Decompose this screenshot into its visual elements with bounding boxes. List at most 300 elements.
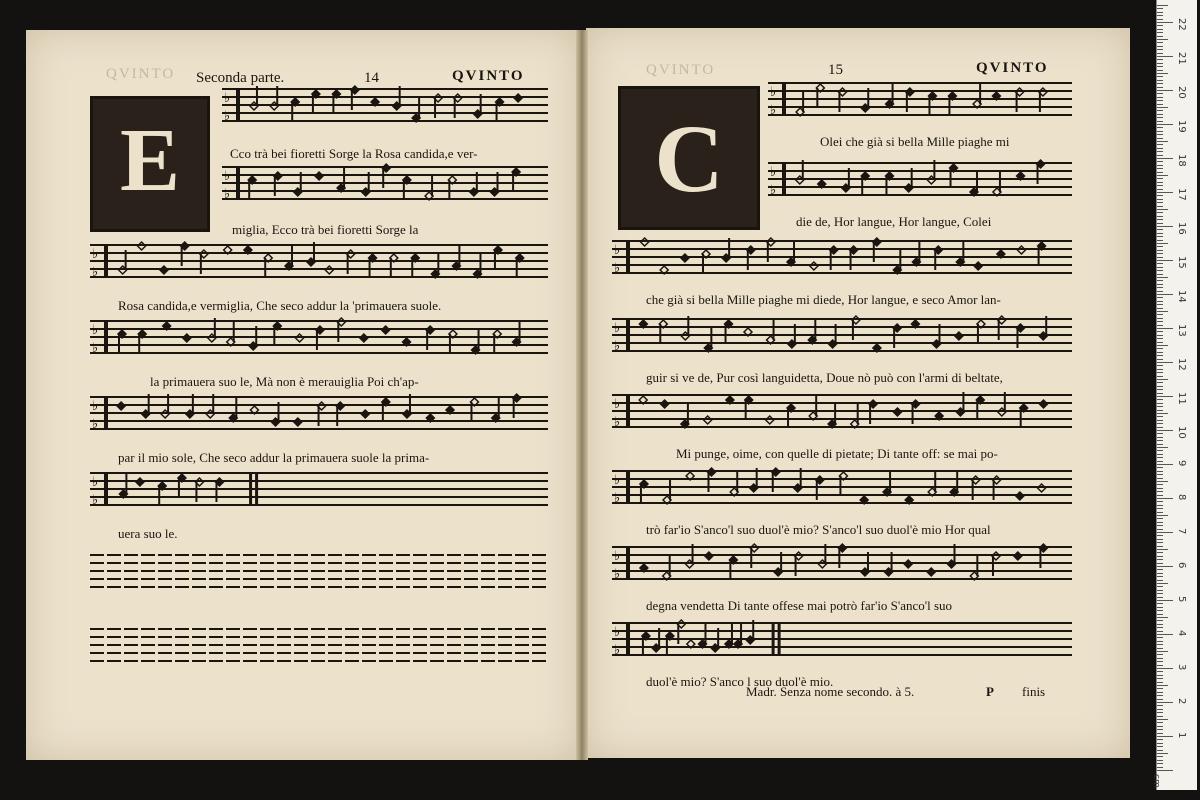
ruler-tick [1157,423,1163,424]
ruler-tick [1157,141,1168,142]
ruler-label: 12 [1176,358,1187,371]
ruler-tick [1157,692,1163,693]
ruler-label: 20 [1176,86,1187,99]
ruler-tick [1157,253,1163,254]
clef-bar [626,622,630,656]
ruler-tick [1157,66,1163,67]
ruler-tick [1157,546,1163,547]
note-head [361,410,369,418]
final-barline [255,472,258,506]
clef-bar [626,546,630,580]
ruler-tick [1157,233,1163,234]
ruler-tick [1157,556,1163,557]
ruler-tick [1157,12,1163,13]
ruler-tick [1157,250,1163,251]
ruler-tick [1157,270,1163,271]
ruler-tick [1157,369,1163,370]
ruler-tick [1157,709,1163,710]
ruler-tick [1157,25,1163,26]
ruler-tick [1157,311,1168,312]
ruler-tick [1157,158,1173,159]
note-head [687,640,695,648]
ruler-tick [1157,19,1163,20]
clef-glyph: ♭ [614,243,621,258]
note-head [904,560,912,568]
ruler-tick [1157,151,1163,152]
mirror-header: QVINTO [646,62,716,78]
clef-glyph: ♭ [770,85,777,100]
note-head [905,496,913,504]
clef-bar [626,394,630,428]
ruler-tick [1157,593,1163,594]
ruler-tick [1157,117,1163,118]
ruler-tick [1157,348,1163,349]
music-staff [90,318,548,356]
ruler-tick [1157,461,1163,462]
ruler-tick [1157,586,1163,587]
ruler-tick [1157,410,1163,411]
ruler-tick [1157,416,1163,417]
ruler-tick [1157,110,1163,111]
decorated-initial [618,86,760,230]
note-head [403,338,411,346]
ruler-tick [1157,719,1168,720]
ruler-tick [1157,359,1163,360]
ruler-tick [1157,318,1163,319]
ruler-tick [1157,56,1173,57]
ruler-tick [1157,8,1163,9]
lyric-line: trò far'io S'anco'l suo duol'è mio? S'anco'l suo duol'è mio Hor qual [646,522,991,537]
ruler-tick [1157,569,1163,570]
ruler-tick [1157,376,1163,377]
initial-letter: C [654,105,724,212]
lyric-line: Mi punge, oime, con quelle di pietate; Di tante off: se mai po- [676,446,998,461]
lyric-line: che già si bella Mille piaghe mi diede, Hor langue, e seco Amor lan- [646,292,1001,307]
note-head [726,396,734,404]
ruler-label: 15 [1176,256,1187,269]
ruler-tick [1157,522,1163,523]
note-head [244,246,252,254]
ruler-tick [1157,478,1163,479]
ruler-tick [1157,726,1163,727]
note-head [661,400,669,408]
ruler-tick [1157,685,1168,686]
ruler-tick [1157,542,1163,543]
ruler-label: 3 [1176,664,1187,671]
clef-glyph: ♭ [92,475,99,490]
ruler-tick [1157,760,1163,761]
ruler-tick [1157,614,1163,615]
note-head [992,92,1000,100]
lyric-line: uera suo le. [118,526,178,541]
ruler-tick [1157,457,1163,458]
ruler-tick [1157,93,1163,94]
ruler-tick [1157,345,1168,346]
ruler-tick [1157,172,1163,173]
ruler-tick [1157,257,1163,258]
ruler-tick [1157,695,1163,696]
ruler-label: 13 [1176,324,1187,337]
ruler-tick [1157,634,1173,635]
note-head [160,266,168,274]
ruler-tick [1157,362,1173,363]
ruler-tick [1157,104,1163,105]
ruler-tick [1157,243,1168,244]
ruler-tick [1157,580,1163,581]
music-staff [90,394,548,432]
note-head [705,552,713,560]
ruler-tick [1157,583,1168,584]
ruler-tick [1157,301,1163,302]
note-head [136,478,144,486]
note-head [997,250,1005,258]
ruler-tick [1157,607,1163,608]
ruler-tick [1157,393,1163,394]
note-head [704,416,712,424]
ruler-tick [1157,165,1163,166]
final-barline [249,472,252,506]
note-head [860,496,868,504]
ruler-tick [1157,705,1163,706]
ruler-tick [1157,484,1163,485]
clef-glyph: ♭ [614,473,621,488]
ruler-tick [1157,454,1163,455]
ruler-tick [1157,427,1163,428]
ruler-tick [1157,148,1163,149]
ruler-label: 19 [1176,120,1187,133]
ruler-tick [1157,246,1163,247]
ruler-tick [1157,597,1163,598]
ruler-tick [1157,406,1163,407]
note-head [681,254,689,262]
page-number: 15 [828,62,843,78]
voice-title: QVINTO [452,68,525,84]
clef-glyph: ♭ [614,567,621,582]
ruler-tick [1157,90,1173,91]
voice-title: QVINTO [976,60,1049,76]
clef-glyph: ♭ [614,491,621,506]
ruler-tick [1157,372,1163,373]
final-barline [772,622,775,656]
ruler-tick [1157,124,1173,125]
ruler-tick [1157,651,1168,652]
ruler-tick [1157,355,1163,356]
ruler-tick [1157,277,1168,278]
music-staff [612,392,1072,430]
clef-bar [236,88,240,122]
clef-glyph: ♭ [92,399,99,414]
note-head [1017,246,1025,254]
ruler-tick [1157,226,1173,227]
note-head [371,98,379,106]
ruler-tick [1157,471,1163,472]
ruler-label: 10 [1176,426,1187,439]
part-marker: P [986,684,994,699]
ruler-tick [1157,620,1163,621]
ruler-tick [1157,223,1163,224]
note-head [426,414,434,422]
ruler-tick [1157,576,1163,577]
music-staff [612,620,1072,658]
ruler-tick [1157,280,1163,281]
music-staff [612,316,1072,354]
ruler-tick [1157,688,1163,689]
ruler-tick [1157,342,1163,343]
ruler-tick [1157,413,1168,414]
ruler-tick [1157,501,1163,502]
ruler-tick [1157,331,1163,332]
ruler-tick [1157,610,1163,611]
ruler-tick [1157,750,1163,751]
music-staff [90,626,548,664]
ruler-tick [1157,73,1168,74]
clef-glyph: ♭ [92,247,99,262]
ruler-tick [1157,321,1163,322]
ruler-tick [1157,488,1163,489]
music-staff [90,552,548,590]
clef-glyph: ♭ [92,265,99,280]
music-staff [612,544,1072,582]
ruler-tick [1157,267,1163,268]
lyric-line: par il mio sole, Che seco addur la primauera suole la prima- [118,450,430,465]
music-staff [768,160,1072,198]
ruler-tick [1157,161,1163,162]
ruler-tick [1157,467,1163,468]
ruler-tick [1157,668,1173,669]
ruler-tick [1157,590,1163,591]
clef-bar [104,472,108,506]
ruler-tick [1157,763,1163,764]
music-staff [90,470,548,508]
ruler-tick [1157,535,1163,536]
clef-bar [104,396,108,430]
clef-glyph: ♭ [92,493,99,508]
final-barline [778,622,781,656]
clef-bar [626,470,630,504]
ruler-tick [1157,59,1163,60]
ruler-tick [1157,573,1163,574]
note-head [639,320,647,328]
ruler-tick [1157,665,1163,666]
ruler-tick [1157,352,1163,353]
book-gutter [576,30,588,760]
ruler-tick [1157,338,1163,339]
note-head [766,416,774,424]
ruler-tick [1157,127,1163,128]
ruler-tick [1157,314,1163,315]
ruler-tick [1157,212,1163,213]
ruler-tick [1157,733,1163,734]
clef-bar [782,82,786,116]
ruler-tick [1157,144,1163,145]
ruler-tick [1157,240,1163,241]
ruler-label: 2 [1176,698,1187,705]
clef-bar [626,318,630,352]
ruler-tick [1157,83,1163,84]
ruler-tick [1157,386,1163,387]
clef-glyph: ♭ [92,417,99,432]
ruler-tick [1157,308,1163,309]
ruler-tick [1157,440,1163,441]
music-staff [612,238,1072,276]
note-head [641,238,649,246]
clef-glyph: ♭ [614,339,621,354]
ruler-tick [1157,736,1173,737]
ruler-tick [1157,641,1163,642]
clef-glyph: ♭ [614,415,621,430]
ruler-tick [1157,131,1163,132]
ruler-tick [1157,437,1163,438]
ruler-label: 11 [1176,392,1187,405]
ruler-tick [1157,107,1168,108]
lyric-line: Olei che già si bella Mille piaghe mi [820,134,1010,149]
lyric-line: degna vendetta Di tante offese mai potrò far'io S'anco'l suo [646,598,953,613]
note-head [810,262,818,270]
ruler-tick [1157,644,1163,645]
ruler-tick [1157,515,1168,516]
ruler-label: 4 [1176,630,1187,637]
ruler-tick [1157,328,1173,329]
ruler-unit: cm [1151,774,1161,788]
clef-bar [104,244,108,278]
ruler-tick [1157,403,1163,404]
ruler-tick [1157,155,1163,156]
ruler-tick [1157,495,1163,496]
ruler-tick [1157,450,1163,451]
ruler-tick [1157,753,1168,754]
note-head [935,412,943,420]
ruler-tick [1157,63,1163,64]
ruler-tick [1157,284,1163,285]
ruler-tick [1157,637,1163,638]
ruler-tick [1157,722,1163,723]
note-head [325,266,333,274]
ruler-tick [1157,175,1168,176]
ruler-tick [1157,219,1163,220]
ruler-tick [1157,729,1163,730]
music-staff [612,468,1072,506]
ruler-label: 22 [1176,18,1187,31]
ruler-label: 8 [1176,494,1187,501]
ruler-tick [1157,563,1163,564]
music-staff [90,242,548,280]
ruler-tick [1157,192,1173,193]
ruler-tick [1157,498,1173,499]
clef-glyph: ♭ [614,321,621,336]
ruler-label: 14 [1176,290,1187,303]
clef-glyph: ♭ [614,549,621,564]
ruler-tick [1157,566,1173,567]
ruler-tick [1157,335,1163,336]
ruler-tick [1157,236,1163,237]
ruler-tick [1157,648,1163,649]
ruler-tick [1157,617,1168,618]
note-head [1017,172,1025,180]
ruler-label: 5 [1176,596,1187,603]
ruler-tick [1157,121,1163,122]
ruler-label: 9 [1176,460,1187,467]
ruler-tick [1157,325,1163,326]
note-head [873,344,881,352]
ruler-tick [1157,195,1163,196]
note-head [1039,400,1047,408]
clef-glyph: ♭ [770,103,777,118]
ruler-tick [1157,658,1163,659]
lyric-line: la primauera suo le, Mà non è merauiglia Poi ch'ap- [150,374,419,389]
ruler-tick [1157,291,1163,292]
ruler-tick [1157,202,1163,203]
ruler-tick [1157,702,1173,703]
note-head [514,94,522,102]
clef-glyph: ♭ [92,341,99,356]
clef-bar [626,240,630,274]
clef-glyph: ♭ [614,261,621,276]
clef-glyph: ♭ [614,625,621,640]
ruler-tick [1157,491,1163,492]
ruler-tick [1157,389,1163,390]
ruler-tick [1157,209,1168,210]
ruler-tick [1157,661,1163,662]
note-head [224,246,232,254]
ruler-tick [1157,185,1163,186]
clef-bar [104,320,108,354]
ruler-tick [1157,518,1163,519]
ruler-tick [1157,182,1163,183]
note-head [382,326,390,334]
ruler-tick [1157,29,1163,30]
ruler-tick [1157,420,1163,421]
music-staff [768,80,1072,118]
ruler-tick [1157,739,1163,740]
ruler-tick [1157,260,1173,261]
measurement-ruler [1151,0,1197,790]
ruler-tick [1157,627,1163,628]
note-head [315,172,323,180]
ruler-tick [1157,87,1163,88]
ruler-label: 7 [1176,528,1187,535]
note-head [955,332,963,340]
ruler-tick [1157,5,1168,6]
note-head [138,242,146,250]
ruler-label: 21 [1176,52,1187,65]
ruler-label: 18 [1176,154,1187,167]
ruler-tick [1157,168,1163,169]
ruler-tick [1157,49,1163,50]
ruler-tick [1157,297,1163,298]
ruler-tick [1157,287,1163,288]
clef-glyph: ♭ [770,183,777,198]
ruler-tick [1157,70,1163,71]
ruler-tick [1157,529,1163,530]
ruler-tick [1157,189,1163,190]
note-head [117,402,125,410]
note-head [1016,492,1024,500]
clef-bar [236,166,240,200]
ruler-tick [1157,274,1163,275]
note-head [296,334,304,342]
ruler-tick [1157,22,1173,23]
ruler-tick [1157,382,1163,383]
lyric-line: guir si ve de, Pur così languidetta, Doue nò può con l'armi di beltate, [646,370,1003,385]
clef-glyph: ♭ [92,323,99,338]
ruler-tick [1157,206,1163,207]
clef-glyph: ♭ [224,187,231,202]
ruler-tick [1157,743,1163,744]
ruler-tick [1157,178,1163,179]
note-head [294,418,302,426]
clef-glyph: ♭ [770,165,777,180]
ruler-tick [1157,716,1163,717]
